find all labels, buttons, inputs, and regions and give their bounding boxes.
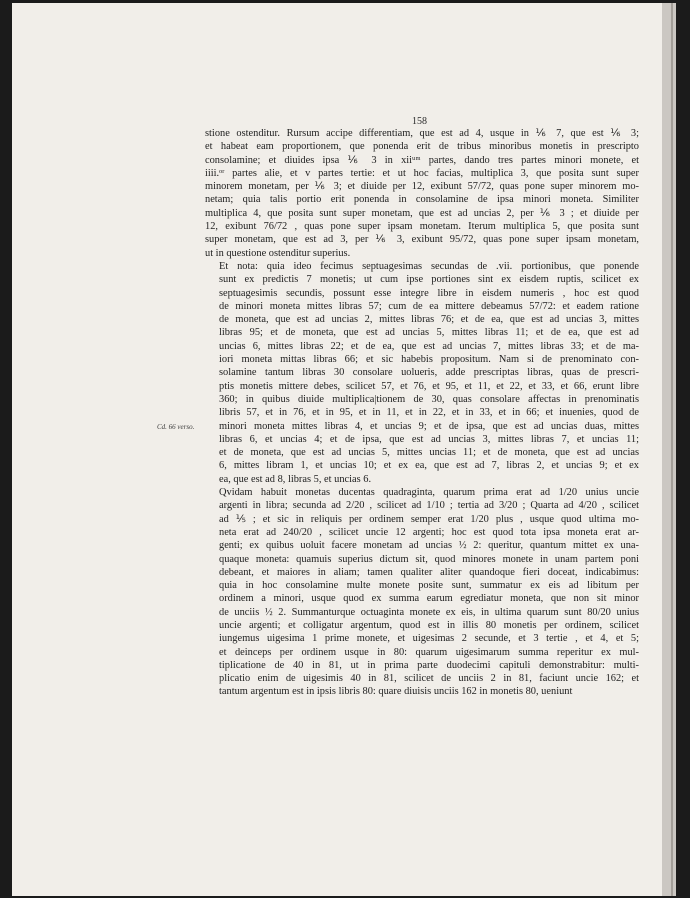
text-body: [205, 127, 639, 699]
text-line: de moneta, que est ad uncias 2, mittes libras 76; et de ea, que est ad uncias 3, mittes: [219, 314, 639, 326]
text-line: consolamine; et diuides ipsa ⅙ 3 in xiiᵘᵐ partes, dando tres partes minori monete, et: [205, 154, 639, 166]
book-page: [12, 3, 676, 896]
text-line: solamine tantum libras 30 consolare uolueris, adde prescriptas libras, quas de prescri-: [219, 367, 639, 379]
text-line: et habeat eam proportionem, que ponenda erit de tribus minoribus monetis in prescripto: [205, 141, 639, 153]
text-line: uncias 6, mittes libras 22; et de ea, que est ad uncias 7, mittes libras 33; et de ma-: [219, 340, 639, 352]
text-line: netam; quia talis portio erit ponenda in consolamine de ipsa minori moneta. Similiter: [205, 194, 639, 206]
text-line: plicatio enim de uigesimis 40 in 81, scilicet de unciis 2 in 81, faciunt uncie 162; et: [219, 673, 639, 685]
text-line: septuagesimis secundis, possunt esse integre libre in eisdem numeris , hoc est quod: [219, 287, 639, 299]
text-line: iori moneta mittas libras 66; et sic habebis propositum. Nam si de prenominato con-: [219, 354, 639, 366]
text-line: ordinem a minori, usque quod ex summa earum egrediatur moneta, que non sit minor: [219, 593, 639, 605]
text-line: argenti in libra; secunda ad 2/20 , scilicet ad 1/10 ; tertia ad 3/20 ; Quarta ad 4/20 , scilicet: [219, 500, 639, 512]
text-line: Et nota: quia ideo fecimus septuagesimas secundas de .vii. portionibus, que ponende: [219, 260, 639, 272]
text-line: ea, que est ad 8, libras 5, et uncias 6.: [219, 473, 372, 485]
text-line: minori moneta mittes libras 4, et uncias 9; et de ipsa, que est ad uncias duas, mittes: [219, 420, 639, 432]
text-line: 360; in quibus diuide multiplica|tionem de 30, quas consolare affectas in prenominatis: [219, 393, 639, 405]
text-line: libris 57, et in 76, et in 95, et in 11, et in 22, et in 33, et in 66; et inuenies, quod de: [219, 407, 639, 419]
text-line: 12, exibunt 76/72 , quas pone super ipsam monetam. Iterum multiplica 5, que posita sunt: [205, 221, 639, 233]
paragraph: [205, 260, 639, 486]
text-line: de unciis ½ 2. Summanturque octuaginta monete ex eis, in ultima quarum sunt 80/20 unius: [219, 606, 639, 618]
page-number: 158: [412, 116, 427, 127]
text-line: neta erat ad 240/20 , scilicet uncie 12 argenti; hoc est quod tota ipsa moneta erat ar-: [219, 526, 639, 538]
text-line: ptis monetis mittere debes, scilicet 57, et 76, et 95, et 11, et 22, et 33, et 66, erunt libre: [219, 380, 639, 392]
text-line: uncie argenti; et colligatur argentum, quod est in illis 80 monetis per ordinem, scilicet: [219, 619, 639, 631]
text-line: et de moneta, que est ad uncias 5, mittes uncias 11; et de moneta, que est ad uncias: [219, 447, 639, 459]
text-line: ut in questione ostenditur superius.: [205, 247, 351, 259]
text-line: ad ⅕ ; et sic in reliquis per ordinem semper erat 1/20 plus , usque quod ultima mo-: [219, 513, 639, 525]
text-line: iiii.ᵒʳ partes alie, et v partes tertie: et ut hoc facias, multiplica 3, que posita sunt super: [205, 167, 639, 179]
text-line: tiplicatione de 40 in 81, ut in prima parte duodecimi capituli demonstrabitur: multi-: [219, 659, 639, 671]
text-line: minorem monetam, per ⅙ 3; et diuide per 12, exibunt 57/72, quas pone super minorem mo-: [205, 181, 639, 193]
text-line: iungemus uigesima 1 prime monete, et uigesimas 2 secunde, et 3 tertie , et 4, et 5;: [219, 633, 639, 645]
text-line: quaque moneta: quamuis superius dictum sit, quod minores monete in unam partem poni: [219, 553, 639, 565]
text-line: quia in hoc consolamine multe monete posite sunt, summatur ex eis ad libitum per: [219, 580, 639, 592]
page-edge-shadow: [662, 3, 676, 896]
text-line: tantum argentum est in ipsis libris 80: quare diuisis unciis 162 in monetis 80, ueniunt: [219, 686, 573, 698]
text-line: de minori moneta mittes libras 57; cum de ea mittere debeamus 57/72: et eadem ratione: [219, 300, 639, 312]
text-line: debeant, et maiores in aliam; tamen qualiter aliter quandoque fieri doceat, indicabimus:: [219, 566, 639, 578]
margin-note: Cd. 66 verso.: [157, 423, 195, 431]
text-line: et deinceps per ordinem usque in 80: quarum uigesimarum summa reperitur ex mul-: [219, 646, 639, 658]
text-line: libras 95; et de moneta, que est ad uncias 5, mittes libras 11; et de ea, que est ad: [219, 327, 639, 339]
text-line: libras 6, et uncias 4; et de ipsa, que est ad uncias 3, mittes libras 7, et uncias 11;: [219, 433, 639, 445]
text-line: genti; ex quibus uoluit facere monetam ad uncias ½ 2: queritur, quantum mittet ex una-: [219, 540, 639, 552]
paragraph: [205, 127, 639, 260]
text-line: super monetam, que est ad 3, per ⅙ 3, exibunt 95/72, quas pone super ipsam monetam,: [205, 234, 639, 246]
text-line: sunt ex predictis 7 monetis; ut cum ipse portiones sint ex eisdem ruptis, scilicet ex: [219, 274, 639, 286]
paragraph: [205, 486, 639, 699]
text-line: stione ostenditur. Rursum accipe differentiam, que est ad 4, usque in ⅙ 7, que est ⅙ 3;: [205, 128, 639, 139]
text-line: 6, mittes libram 1, et uncias 10; et ex ea, que est ad 7, libras 2, et uncias 9; et ex: [219, 460, 639, 472]
text-line: Qvidam habuit monetas ducentas quadraginta, quarum prima erat ad 1/20 unius uncie: [219, 487, 639, 499]
text-line: multiplica 4, que posita sunt super monetam, que est ad uncias 2, per ⅙ 3 ; et diuide per: [205, 207, 639, 219]
